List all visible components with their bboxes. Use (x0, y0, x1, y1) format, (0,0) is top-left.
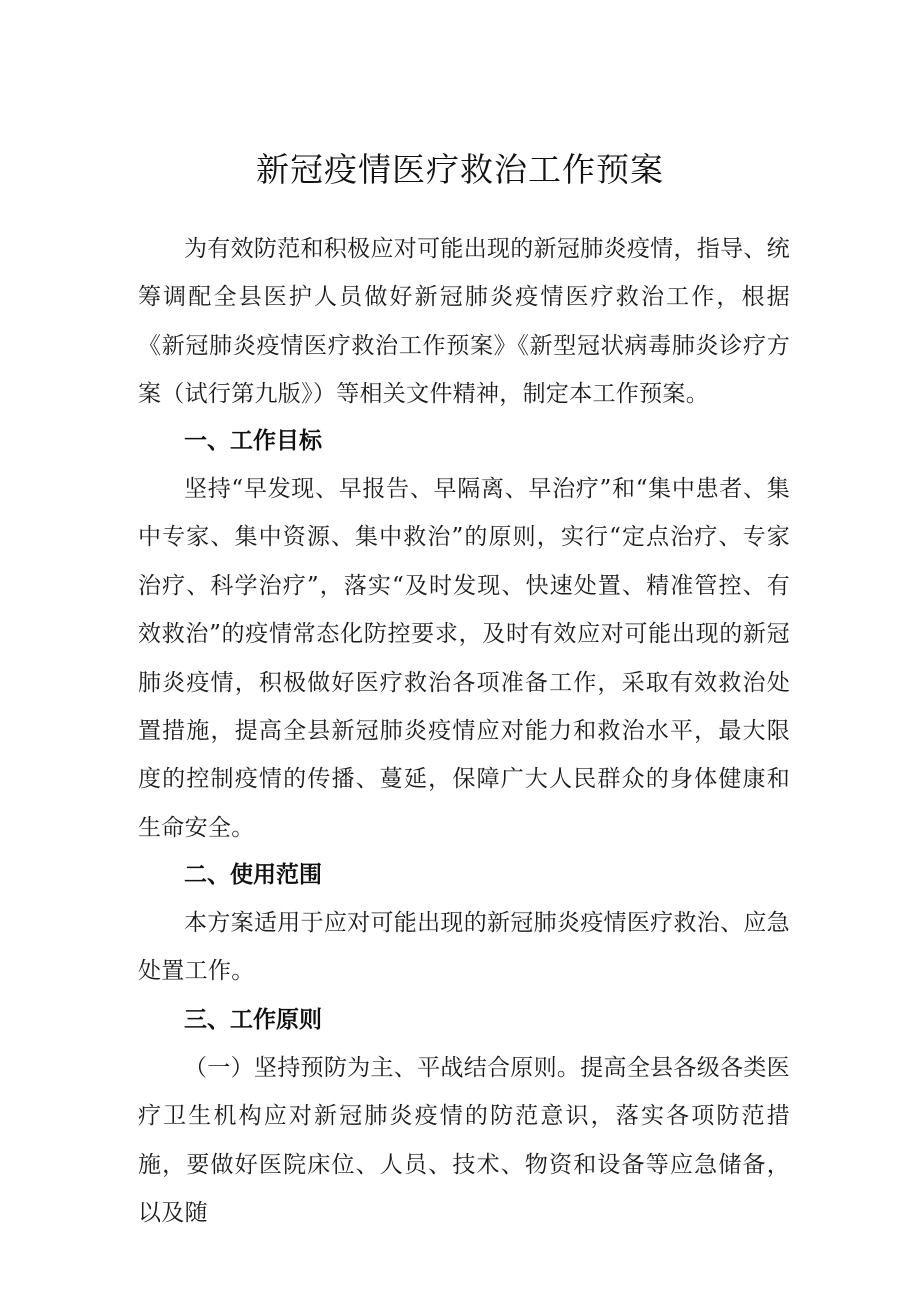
goals-paragraph: 坚持“早发现、早报告、早隔离、早治疗”和“集中患者、集中专家、集中资源、集中救治”的原则，实行“定点治疗、专家治疗、科学治疗”，落实“及时发现、快速处置、精准管控、有效救治”的疫情常态化防控要求，及时有效应对可能出现的新冠肺炎疫情，积极做好医疗救治各项准备工作，采取有效救治处置措施，提高全县新冠肺炎疫情应对能力和救治水平，最大限度的控制疫情的传播、蔓延，保障广大人民群众的身体健康和生命安全。 (138, 476, 790, 841)
principles-paragraph: （一）坚持预防为主、平战结合原则。提高全县各级各类医疗卫生机构应对新冠肺炎疫情的防范意识，落实各项防范措施，要做好医院床位、人员、技术、物资和设备等应急储备，以及随 (138, 1055, 790, 1227)
section-heading-goals: 一、工作目标 (184, 428, 322, 454)
document-title: 新冠疫情医疗救治工作预案 (256, 150, 664, 189)
section-heading-scope: 二、使用范围 (184, 862, 322, 888)
scope-paragraph: 本方案适用于应对可能出现的新冠肺炎疫情医疗救治、应急处置工作。 (138, 910, 790, 985)
section-heading-principles: 三、工作原则 (184, 1007, 322, 1033)
intro-paragraph: 为有效防范和积极应对可能出现的新冠肺炎疫情，指导、统筹调配全县医护人员做好新冠肺炎疫情医疗救治工作，根据《新冠肺炎疫情医疗救治工作预案》《新型冠状病毒肺炎诊疗方案（试行第九版》）等相关文件精神，制定本工作预案。 (138, 236, 790, 408)
